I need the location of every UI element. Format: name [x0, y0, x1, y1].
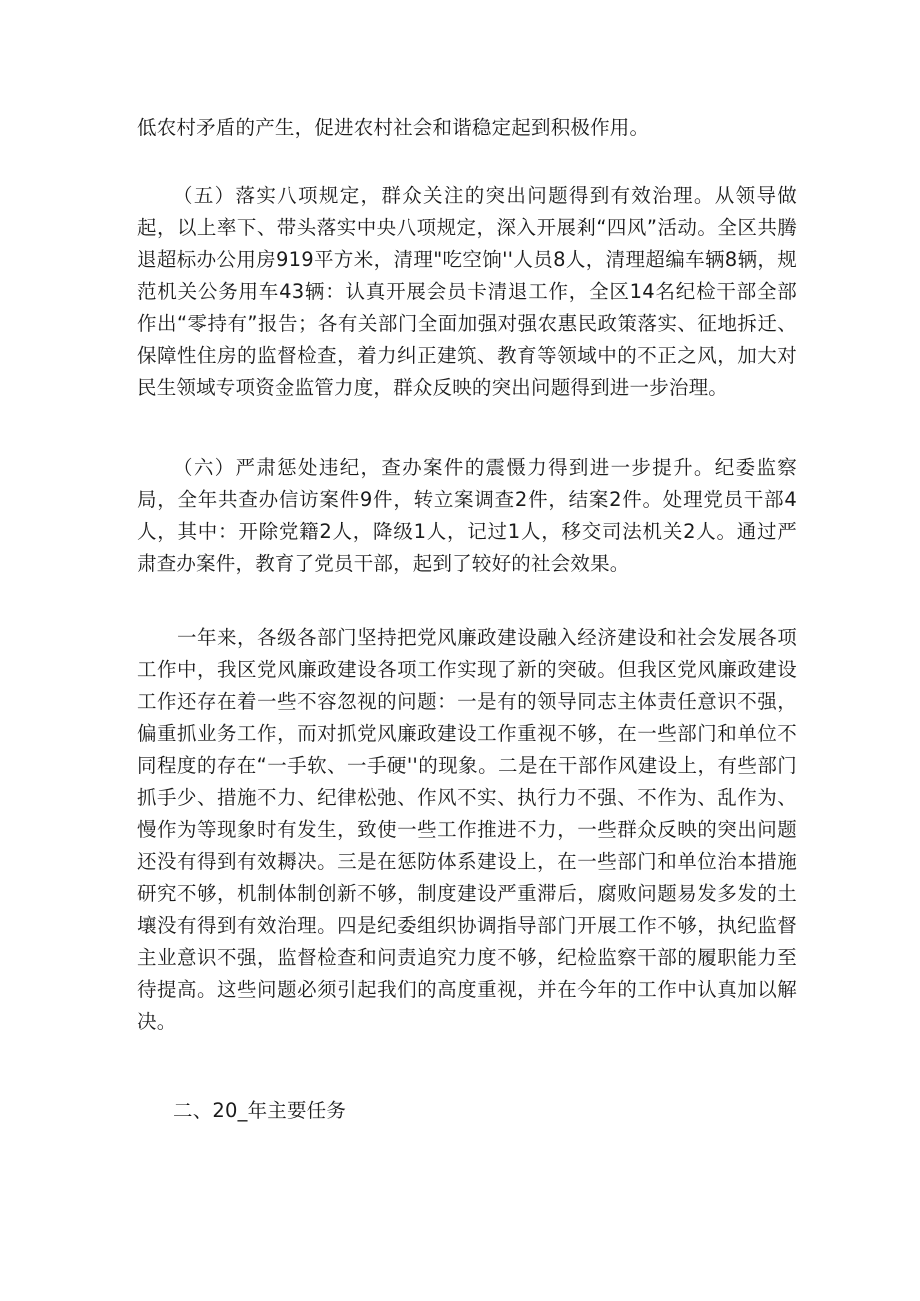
paragraph-continuation: 低农村矛盾的产生，促进农村社会和谐稳定起到积极作用。	[137, 116, 650, 139]
paragraph-section-six: （六）严肃惩处违纪，查办案件的震慑力得到进一步提升。纪委监察局，全年共查办信访案件9件，转立案调查2件，结案2件。处理党员干部4人，其中：开除党籍2人，降级1人，记过1人，移交司法机关2人。通过严肃查办案件，教育了党员干部，起到了较好的社会效果。	[137, 456, 797, 575]
section-heading-main-tasks: 二、20_年主要任务	[173, 1099, 347, 1122]
paragraph-summary-problems: 一年来，各级各部门坚持把党风廉政建设融入经济建设和社会发展各项工作中，我区党风廉政建设各项工作实现了新的突破。但我区党风廉政建设工作还存在着一些不容忽视的问题：一是有的领导同志主体责任意识不强，偏重抓业务工作，而对抓党风廉政建设工作重视不够，在一些部门和单位不同程度的存在“一手软、一手硬''的现象。二是在干部作风建设上，有些部门抓手少、措施不力、纪律松弛、作风不实、执行力不强、不作为、乱作为、慢作为等现象时有发生，致使一些工作推进不力，一些群众反映的突出问题还没有得到有效耨决。三是在惩防体系建设上，在一些部门和单位治本措施研究不够，机制体制创新不够，制度建设严重滞后，腐败问题易发多发的土壤没有得到有效治理。四是纪委组织协调指导部门开展工作不够，执纪监督主业意识不强，监督检查和问责追究力度不够，纪检监察干部的履职能力至待提高。这些问题必须引起我们的高度重视，并在今年的工作中认真加以解决。	[137, 626, 797, 1033]
paragraph-section-five: （五）落实八项规定，群众关注的突出问题得到有效治理。从领导做起，以上率下、带头落实中央八项规定，深入开展剎“四风”活动。全区共腾退超标办公用房919平方米，清理"吃空饷''人员8人，清理超编车辆8辆，规范机关公务用车43辆：认真开展会员卡清退工作，全区14名纪检干部全部作出“零持有”报告；各有关部门全面加强对强农惠民政策落实、征地拆迁、保障性住房的监督检查，着力纠正建筑、教育等领域中的不正之风，加大对民生领域专项资金监管力度，群众反映的突出问题得到进一步治理。	[137, 184, 797, 399]
